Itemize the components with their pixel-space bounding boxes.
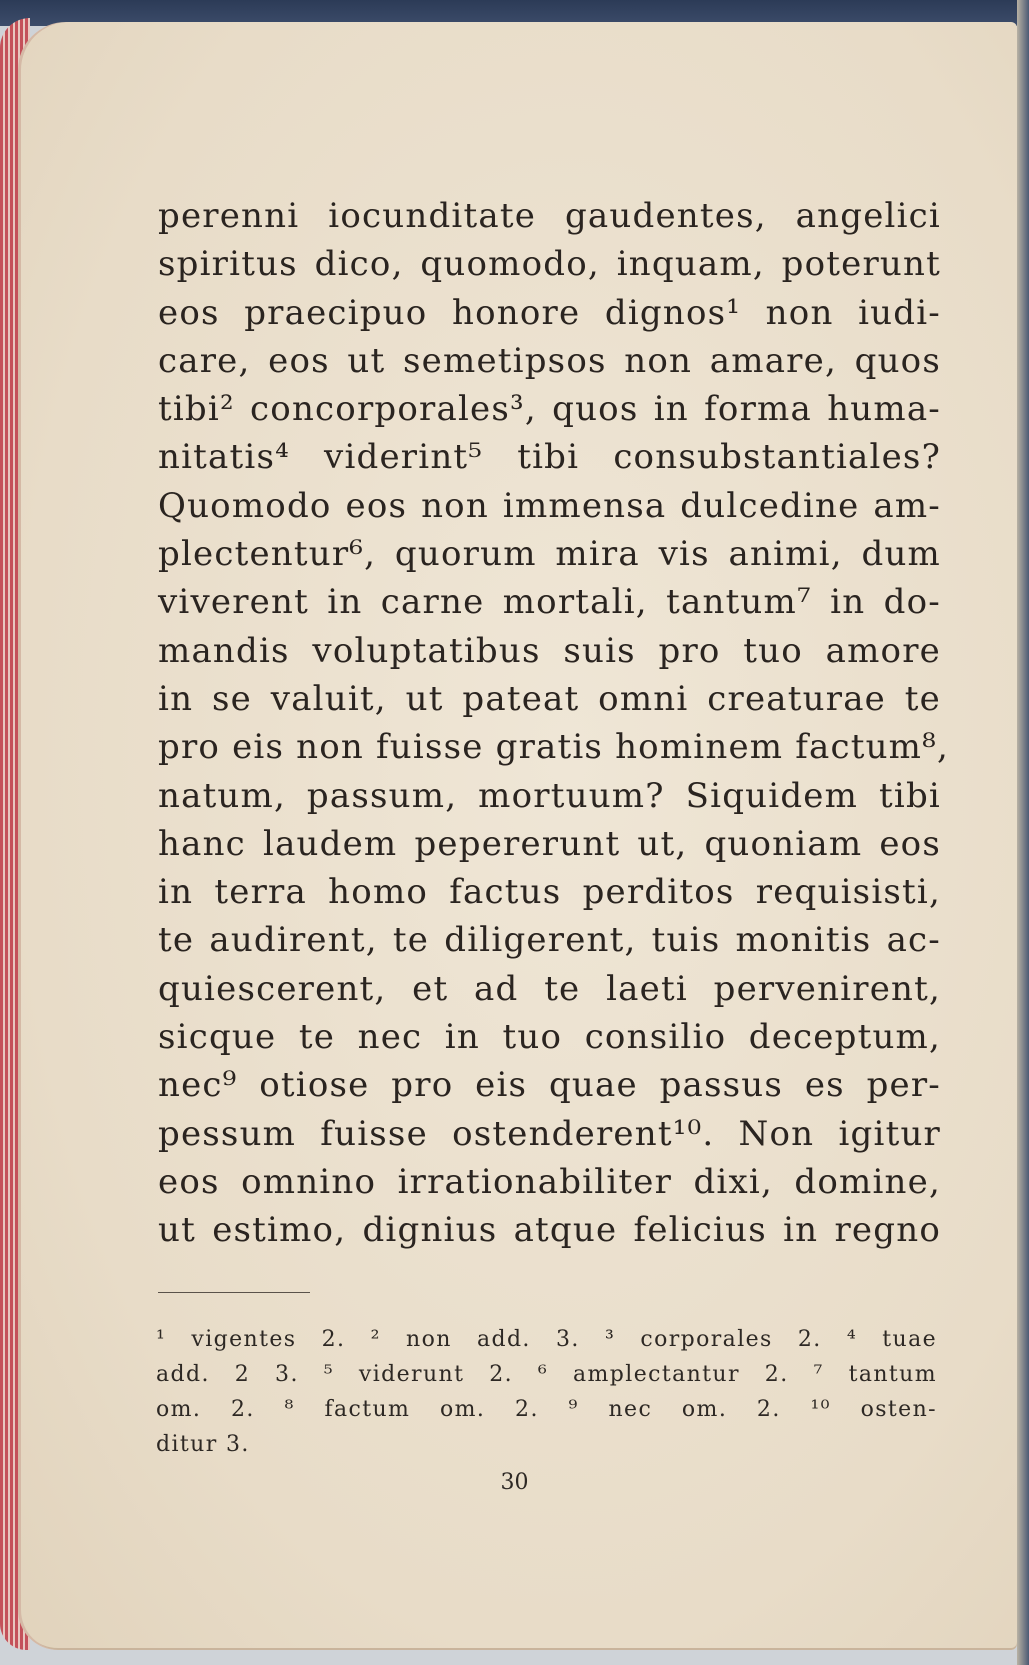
text-line: nitatis⁴ viderint⁵ tibi consubstantiales? (158, 437, 941, 478)
text-line: care, eos ut semetipsos non amare, quos (158, 340, 941, 381)
text-line: pro eis non fuisse gratis hominem factum⁸, (158, 727, 949, 768)
text-line: tibi² concorporales³, quos in forma huma- (158, 389, 941, 430)
footnote-line: ditur 3. (156, 1432, 250, 1457)
text-line: perenni iocunditate gaudentes, angelici (158, 196, 941, 236)
text-line: plectentur⁶, quorum mira vis animi, dum (158, 534, 941, 575)
text-line: in terra homo factus perditos requisisti, (158, 872, 941, 913)
text-line: quiescerent, et ad te laeti pervenirent, (158, 968, 941, 1009)
footnote-line: om. 2. ⁸ factum om. 2. ⁹ nec om. 2. ¹⁰ osten- (156, 1397, 937, 1422)
text-line: nec⁹ otiose pro eis quae passus es per- (158, 1065, 941, 1106)
cover-edge (1017, 0, 1029, 1665)
footnote-line: ¹ vigentes 2. ² non add. 3. ³ corporales 2. ⁴ tuae (156, 1327, 937, 1352)
text-line: pessum fuisse ostenderent¹⁰. Non igitur (158, 1113, 941, 1154)
text-line: hanc laudem pepererunt ut, quoniam eos (158, 823, 941, 864)
text-line: spiritus dico, quomodo, inquam, poterunt (158, 244, 941, 285)
text-line: sicque te nec in tuo consilio deceptum, (158, 1017, 941, 1058)
body-text (158, 192, 949, 1255)
text-line: eos praecipuo honore dignos¹ non iudi- (158, 292, 941, 333)
footnote-rule (158, 1292, 310, 1293)
text-line: ut estimo, dignius atque felicius in regno (158, 1210, 941, 1251)
footnote-line: add. 2 3. ⁵ viderunt 2. ⁶ amplectantur 2. ⁷ tantum (156, 1362, 937, 1387)
footnotes (156, 1322, 937, 1462)
text-line: natum, passum, mortuum? Siquidem tibi (158, 775, 941, 816)
text-line: mandis voluptatibus suis pro tuo amore (158, 630, 941, 671)
text-line: eos omnino irrationabiliter dixi, domine, (158, 1161, 941, 1202)
text-line: te audirent, te diligerent, tuis monitis ac- (158, 920, 941, 961)
page-number: 30 (500, 1470, 529, 1495)
text-line: in se valuit, ut pateat omni creaturae te (158, 678, 941, 719)
text-line: Quomodo eos non immensa dulcedine am- (158, 485, 941, 526)
text-line: viverent in carne mortali, tantum⁷ in do- (158, 582, 941, 623)
